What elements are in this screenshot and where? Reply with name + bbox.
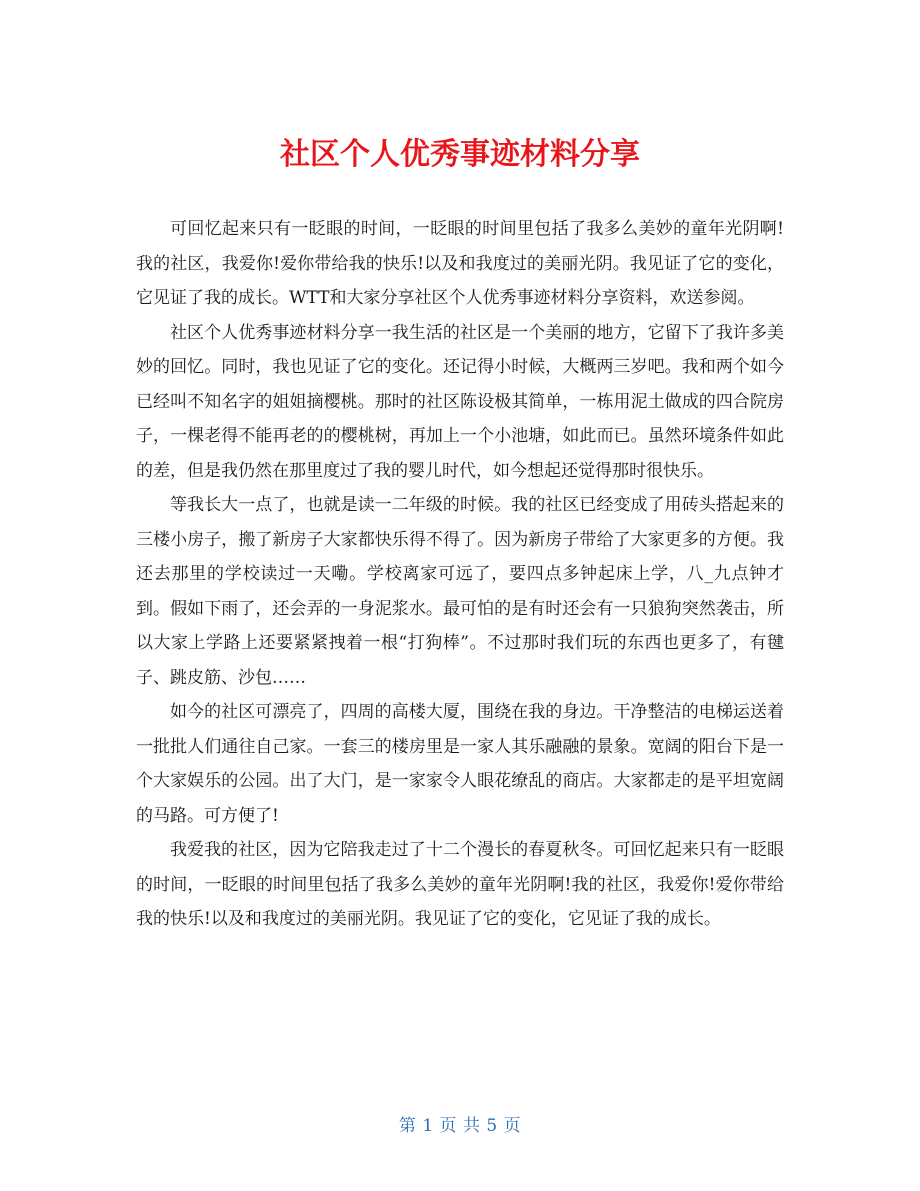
page-number-footer: [0, 1111, 920, 1141]
paragraph-3: 等我长大一点了，也就是读一二年级的时候。我的社区已经变成了用砖头搭起来的三楼小房子，搬了新房子大家都快乐得不得了。因为新房子带给了大家更多的方便。我还去那里的学校读过一天嘞。学校离家可远了，要四点多钟起床上学，八_九点钟才到。假如下雨了，还会弄的一身泥浆水。最可怕的是有时还会有一只狼狗突然袭击，所以大家上学路上还要紧紧拽着一根“打狗棒”。不过那时我们玩的东西也更多了，有毽子、跳皮筋、沙包……: [136, 495, 784, 688]
page-number-label: 第 1 页 共 5 页: [398, 1116, 522, 1136]
paragraph-5: 我爱我的社区，因为它陪我走过了十二个漫长的春夏秋冬。可回忆起来只有一眨眼的时间，一眨眼的时间里包括了我多么美妙的童年光阴啊!我的社区，我爱你!爱你带给我的快乐!以及和我度过的美丽光阴。我见证了它的变化，它见证了我的成长。: [136, 840, 784, 929]
paragraph-1: 可回忆起来只有一眨眼的时间，一眨眼的时间里包括了我多么美妙的童年光阴啊!我的社区，我爱你!爱你带给我的快乐!以及和我度过的美丽光阴。我见证了它的变化，它见证了我的成长。WTT和大家分享社区个人优秀事迹材料分享资料，欢送参阅。: [136, 219, 784, 308]
paragraph-2: 社区个人优秀事迹材料分享一我生活的社区是一个美丽的地方，它留下了我许多美妙的回忆。同时，我也见证了它的变化。还记得小时候，大概两三岁吧。我和两个如今已经叫不知名字的姐姐摘樱桃。那时的社区陈设极其简单，一栋用泥土做成的四合院房子，一棵老得不能再老的的樱桃树，再加上一个小池塘，如此而已。虽然环境条件如此的差，但是我仍然在那里度过了我的婴儿时代，如今想起还觉得那时很快乐。: [136, 322, 784, 481]
paragraph-4: 如今的社区可漂亮了，四周的高楼大厦，围绕在我的身边。干净整洁的电梯运送着一批批人们通往自己家。一套三的楼房里是一家人其乐融融的景象。宽阔的阳台下是一个大家娱乐的公园。出了大门，是一家家令人眼花缭乱的商店。大家都走的是平坦宽阔的马路。可方便了!: [136, 702, 784, 826]
document-body: [136, 212, 784, 937]
document-title: 社区个人优秀事迹材料分享: [280, 137, 640, 173]
